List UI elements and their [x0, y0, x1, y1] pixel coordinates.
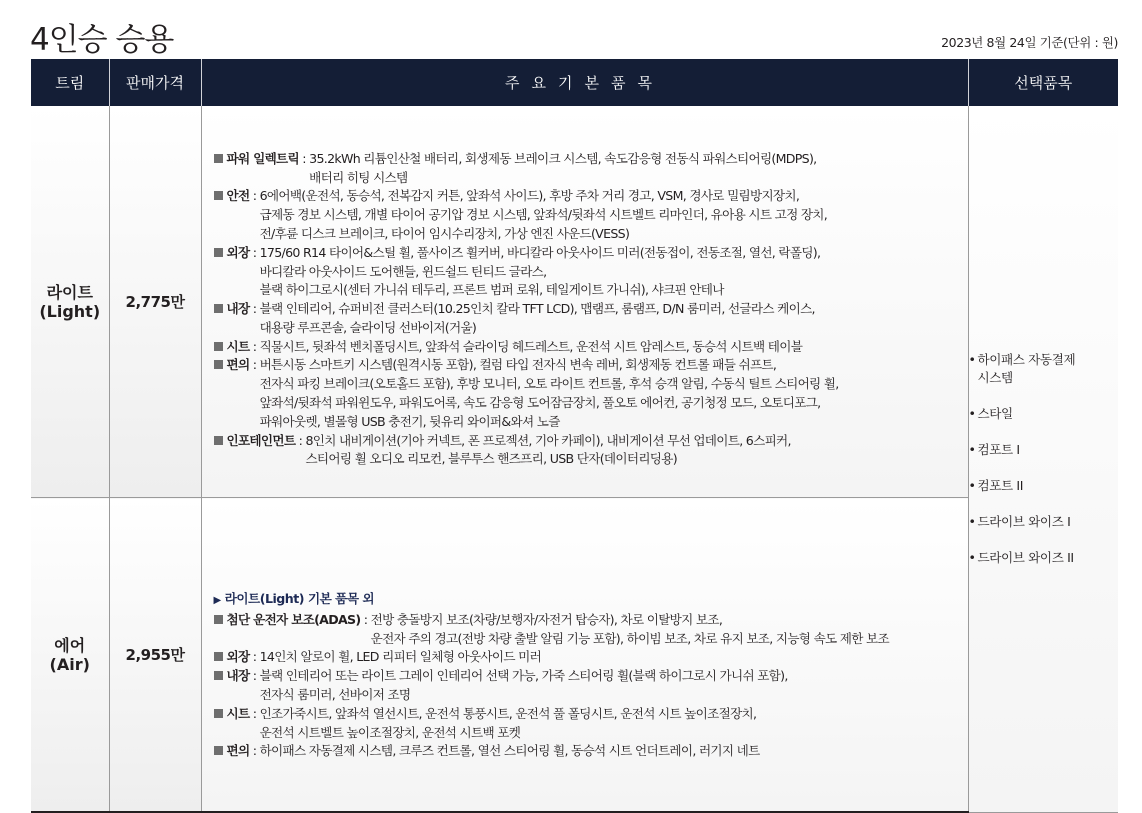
feature-line: 8인치 내비게이션(기아 커넥트, 폰 프로젝션, 기아 카페이), 내비게이션 무선 업데이트, 6스피커, — [305, 432, 791, 448]
feature-category-label: 시트 — [226, 705, 250, 721]
feature-category-label: 시트 — [226, 338, 250, 354]
square-bullet-icon — [214, 248, 223, 257]
feature-line: 전방 충돌방지 보조(차량/보행자/자전거 탑승자), 차로 이탈방지 보조, — [370, 611, 723, 627]
options-list — [969, 351, 1119, 567]
feature-category-label: 안전 — [226, 188, 250, 204]
option-item — [969, 513, 1119, 531]
feature-separator: : — [249, 668, 260, 684]
feature-separator: : — [298, 150, 310, 166]
option-item — [969, 441, 1119, 459]
square-bullet-icon — [214, 436, 223, 445]
feature-category-label: 인포테인먼트 — [226, 432, 296, 448]
feature-line: 운전석 시트벨트 높이조절장치, 운전석 시트백 포켓 — [259, 724, 521, 740]
feature-separator: : — [249, 705, 260, 721]
feature-separator: : — [249, 357, 260, 373]
option-label-line: 드라이브 와이즈 II — [977, 549, 1074, 565]
feature-line: 35.2kWh 리튬인산철 배터리, 회생제동 브레이크 시스템, 속도감응형 전동식 파워스티어링(MDPS), — [309, 150, 817, 166]
feature-line: 배터리 히팅 시스템 — [309, 169, 408, 185]
square-bullet-icon — [214, 154, 223, 163]
square-bullet-icon — [214, 360, 223, 369]
square-bullet-icon — [214, 709, 223, 718]
feature-line: 급제동 경보 시스템, 개별 타이어 공기압 경보 시스템, 앞좌석/뒷좌석 시트벨트 리마인더, 유아용 시트 고정 장치, — [259, 207, 828, 223]
trim-spec-table — [31, 59, 1118, 813]
option-label-line: 컴포트 II — [977, 477, 1024, 493]
feature-line: 전자식 파킹 브레이크(오토홀드 포함), 후방 모니터, 오토 라이트 컨트롤, 후석 승객 알림, 수동식 틸트 스티어링 휠, — [259, 376, 839, 392]
feature-items — [309, 150, 816, 188]
feature-separator: : — [249, 188, 260, 204]
bullet-dot-icon: • — [968, 405, 976, 421]
trim-cell-light — [31, 106, 109, 498]
trim-name: 라이트 — [46, 282, 93, 302]
square-bullet-icon — [214, 342, 223, 351]
base-features-note-text: 라이트(Light) 기본 품목 외 — [224, 590, 375, 606]
header-price: 판매가격 — [109, 59, 201, 106]
option-label-line: 드라이브 와이즈 I — [977, 513, 1071, 529]
feature-group-head — [214, 648, 260, 667]
option-label-line: 스타일 — [977, 405, 1013, 421]
option-label-line: 컴포트 I — [977, 441, 1020, 457]
header-options: 선택품목 — [968, 59, 1118, 106]
option-item — [969, 549, 1119, 567]
feature-items — [260, 667, 788, 705]
feature-group — [202, 187, 968, 243]
feature-group — [202, 742, 968, 761]
feature-items — [260, 742, 760, 761]
feature-group-head — [214, 705, 260, 743]
feature-line: 앞좌석/뒷좌석 파워윈도우, 파워도어록, 속도 감응형 도어잠금장치, 풀오토 에어컨, 공기청정 모드, 오토디포그, — [259, 395, 821, 411]
feature-items — [260, 705, 757, 743]
triangle-right-icon: ▶ — [213, 594, 221, 606]
trim-cell-air — [31, 498, 109, 813]
feature-group — [202, 611, 968, 649]
feature-items — [260, 338, 803, 357]
bullet-dot-icon: • — [968, 549, 976, 565]
feature-separator: : — [249, 338, 260, 354]
feature-category-label: 편의 — [226, 357, 250, 373]
option-label-line: 시스템 — [977, 369, 1013, 385]
square-bullet-icon — [214, 652, 223, 661]
feature-group-head — [214, 667, 260, 705]
feature-group-head — [214, 742, 260, 761]
table-row — [31, 106, 1118, 498]
feature-category-label: 내장 — [226, 668, 250, 684]
feature-group-head — [214, 187, 260, 243]
page-title: 4인승 승용 — [30, 22, 174, 58]
feature-category-label: 외장 — [226, 649, 250, 665]
square-bullet-icon — [214, 746, 223, 755]
table-row — [31, 498, 1118, 813]
feature-items — [260, 356, 839, 431]
feature-separator: : — [360, 611, 371, 627]
feature-separator: : — [295, 432, 306, 448]
feature-line: 블랙 인테리어 또는 라이트 그레이 인테리어 선택 가능, 가죽 스티어링 휠(블랙 하이그로시 가니쉬 포함), — [259, 668, 788, 684]
option-label — [978, 351, 1076, 387]
feature-items — [260, 244, 821, 300]
feature-group-head — [214, 611, 371, 649]
feature-line: 대용량 루프콘솔, 슬라이딩 선바이저(거울) — [259, 319, 477, 335]
trim-name-en: (Light) — [39, 301, 101, 321]
header-main-features: 주요기본품목 — [201, 59, 968, 106]
feature-line: 스티어링 휠 오디오 리모컨, 블루투스 핸즈프리, USB 단자(데이터리딩용) — [305, 451, 677, 467]
option-label-line: 하이패스 자동결제 — [977, 351, 1076, 367]
trim-name: 에어 — [54, 635, 86, 655]
feature-separator: : — [249, 743, 260, 759]
feature-group — [202, 705, 968, 743]
feature-line: 하이패스 자동결제 시스템, 크루즈 컨트롤, 열선 스티어링 휠, 동승석 시트 언더트레이, 러기지 네트 — [259, 743, 760, 759]
features-air — [201, 498, 968, 813]
feature-category-label: 외장 — [226, 244, 250, 260]
square-bullet-icon — [214, 615, 223, 624]
feature-line: 전/후륜 디스크 브레이크, 타이어 임시수리장치, 가상 엔진 사운드(VESS) — [259, 225, 630, 241]
features-light — [201, 106, 968, 498]
feature-line: 175/60 R14 타이어&스틸 휠, 풀사이즈 휠커버, 바디칼라 아웃사이드 미러(전동접이, 전동조절, 열선, 락폴딩), — [259, 244, 821, 260]
feature-separator: : — [249, 649, 260, 665]
bullet-dot-icon: • — [968, 513, 976, 529]
feature-category-label: 파워 일렉트릭 — [226, 150, 299, 166]
feature-line: 블랙 인테리어, 슈퍼비전 클러스터(10.25인치 칼라 TFT LCD), 맵램프, 룸램프, D/N 룸미러, 선글라스 케이스, — [259, 301, 815, 317]
feature-group — [202, 338, 968, 357]
option-item — [969, 351, 1119, 387]
feature-line: 블랙 하이그로시(센터 가니쉬 테두리, 프론트 범퍼 로워, 테일게이트 가니쉬), 샤크핀 안테나 — [259, 282, 724, 298]
option-label — [978, 405, 1013, 423]
feature-line: 바디칼라 아웃사이드 도어핸들, 윈드쉴드 틴티드 글라스, — [259, 263, 547, 279]
bullet-dot-icon: • — [968, 351, 976, 367]
feature-group-head — [214, 356, 260, 431]
bullet-dot-icon: • — [968, 477, 976, 493]
square-bullet-icon — [214, 191, 223, 200]
feature-group-head — [214, 244, 260, 300]
feature-items — [260, 300, 815, 338]
feature-line: 파워아웃렛, 별몰형 USB 충전기, 뒷유리 와이퍼&와셔 노즐 — [259, 413, 560, 429]
feature-line: 인조가죽시트, 앞좌석 열선시트, 운전석 통풍시트, 운전석 풀 폴딩시트, 운전석 시트 높이조절장치, — [259, 705, 757, 721]
feature-items — [260, 187, 828, 243]
options-cell — [968, 106, 1118, 812]
feature-group — [202, 300, 968, 338]
date-unit-note: 2023년 8월 24일 기준(단위 : 원) — [941, 35, 1118, 50]
option-label — [978, 513, 1071, 531]
feature-group — [202, 356, 968, 431]
feature-group — [202, 648, 968, 667]
feature-group-head — [214, 338, 260, 357]
feature-group — [202, 667, 968, 705]
trim-name-en: (Air) — [49, 654, 90, 674]
feature-category-label: 내장 — [226, 301, 250, 317]
feature-line: 버튼시동 스마트키 시스템(원격시동 포함), 컬럼 타입 전자식 변속 레버, 회생제동 컨트롤 패들 쉬프트, — [259, 357, 777, 373]
feature-items — [371, 611, 889, 649]
base-features-note — [202, 589, 968, 610]
feature-line: 전자식 룸미러, 선바이저 조명 — [259, 687, 411, 702]
square-bullet-icon — [214, 671, 223, 680]
option-item — [969, 477, 1119, 495]
price-cell-air: 2,955만 — [109, 498, 201, 813]
option-item — [969, 405, 1119, 423]
option-label — [978, 477, 1024, 495]
feature-group-head — [214, 300, 260, 338]
feature-line: 14인치 알로이 휠, LED 리피터 일체형 아웃사이드 미러 — [259, 649, 542, 665]
header-trim: 트림 — [31, 59, 109, 106]
bullet-dot-icon: • — [968, 441, 976, 457]
feature-items — [260, 648, 541, 667]
feature-items — [305, 432, 790, 470]
feature-separator: : — [249, 301, 260, 317]
feature-category-label: 편의 — [226, 743, 250, 759]
feature-group-head — [214, 432, 306, 470]
feature-category-label: 첨단 운전자 보조(ADAS) — [226, 611, 361, 627]
table-header-row — [31, 59, 1118, 106]
feature-group — [202, 244, 968, 300]
feature-group — [202, 150, 968, 188]
option-label — [978, 549, 1074, 567]
feature-separator: : — [249, 244, 260, 260]
feature-group-head — [214, 150, 310, 188]
price-cell-light: 2,775만 — [109, 106, 201, 498]
feature-group — [202, 432, 968, 470]
feature-line: 직물시트, 뒷좌석 벤치폴딩시트, 앞좌석 슬라이딩 헤드레스트, 운전석 시트 암레스트, 동승석 시트백 테이블 — [259, 338, 803, 354]
square-bullet-icon — [214, 304, 223, 313]
feature-line: 6에어백(운전석, 동승석, 전복감지 커튼, 앞좌석 사이드), 후방 주차 거리 경고, VSM, 경사로 밀림방지장치, — [259, 188, 800, 204]
option-label — [978, 441, 1020, 459]
feature-line: 운전자 주의 경고(전방 차량 출발 알림 기능 포함), 하이빔 보조, 차로 유지 보조, 지능형 속도 제한 보조 — [370, 630, 889, 646]
